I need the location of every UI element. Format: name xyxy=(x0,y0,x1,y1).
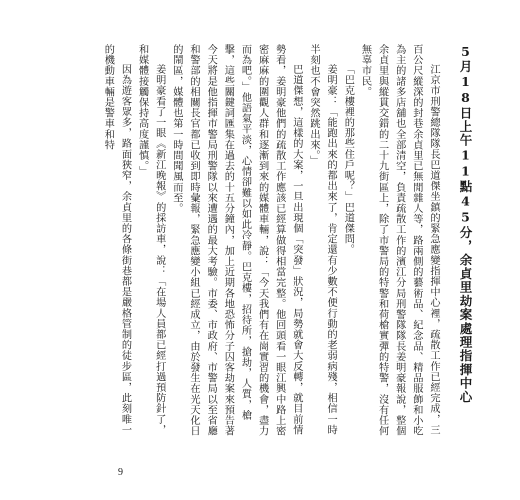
section-heading: 5月18日上午11點45分，余貞里劫案處理指揮中心 xyxy=(458,44,473,404)
body-text xyxy=(92,44,442,439)
paragraph: 姜明豪看了一眼《新江晚報》的採訪車，說：「在場人員都已經打過預防針了，和媒體接觸保持高度謹慎。」 xyxy=(136,44,165,436)
paragraph: 「巴克樓裡的那些住戶呢？」巴道傑問。 xyxy=(342,64,354,256)
paragraph: 因為遊客眾多，路面狹窄，余貞里的各條街巷都是嚴格管制的徒步區，此刻唯一的機動車輛是警車和特 xyxy=(102,44,131,436)
paragraph: 巴道傑想，這樣的大案，一旦出現個「突發」狀況，局勢就會大反轉，就目前情勢看，姜明豪他們的疏散工作應該已經算做得相當完整。他回頭看一眼江興中路上密密麻麻的圍觀人群和逐漸到來的媒體車輛，說：「今天我們有在崗實習的機會，盡力而為吧。」他語氣平淡，心情卻難以如此冷靜。巴克樓，招待所，搶劫，人質，槍擊，這些關鍵詞匯集在過去的十五分鐘內，加上近期各地恐怖分子囚客劫案來預告著今天將是他指揮市警局刑警隊以來遭遇的最大考驗。市委、市政府、市警局以至省廳和警部的相關長官都已收到即時彙報，緊急應變小組已經成立，由於發生在光天化日的鬧區，媒體也第一時間聞風而至。 xyxy=(170,44,302,437)
paragraph: 姜明豪：「能跑出來的都出來了，肯定還有少數不便行動的老弱病殘，相信一時半刻也不會突然跳出來。」 xyxy=(308,44,337,436)
paragraph: 江京市刑警總隊隊長巴道傑坐鎮的緊急應變指揮中心裡，疏散工作已經完成，三百公尺縱深的封巷余貞里已無閒雜人等，路兩側的藝術品、紀念品、精品服飾和小吃為主的諸多店舖也全部清空，負責疏散工作的濱江分局刑警隊隊長姜明豪報說，整個余貞里與縱貫交錯的二十九街區上，除了市警局的特警和荷槍實彈的特警，沒有任何無辜市民。 xyxy=(359,44,439,437)
page-number: 9 xyxy=(118,467,123,478)
